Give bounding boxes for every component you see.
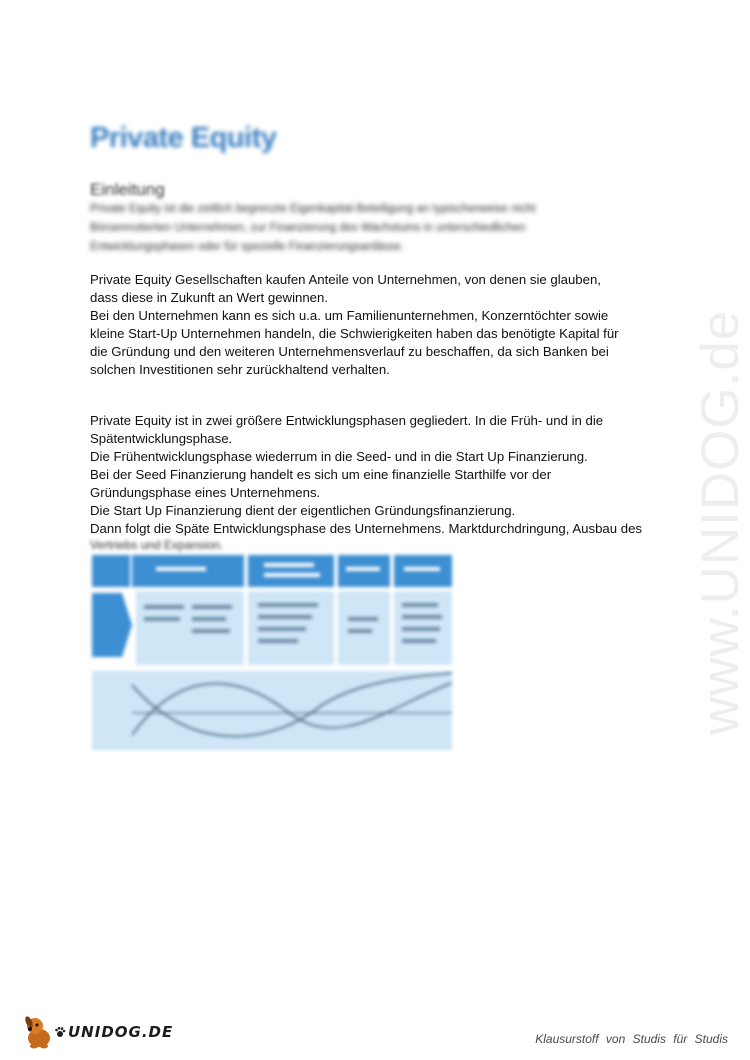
diagram-text-bar: [348, 629, 372, 633]
intro-line: Entwicklungsphasen oder für spezielle Finanzierungsanlässe.: [90, 241, 404, 253]
text-line: solchen Investitionen sehr zurückhaltend verhalten.: [90, 362, 390, 377]
diagram-header-text-bar: [404, 567, 440, 571]
diagram-header-text-bar: [264, 573, 320, 577]
diagram-text-bar: [258, 639, 298, 643]
document-title: Private Equity: [90, 122, 277, 154]
diagram-curve-area: [92, 671, 452, 750]
diagram-text-bar: [402, 603, 438, 607]
diagram-cell: [136, 591, 244, 665]
watermark: www.UNIDOG.de: [691, 309, 750, 735]
diagram-text-bar: [258, 615, 312, 619]
text-line: Private Equity ist in zwei größere Entwicklungsphasen gegliedert. In die Früh- und in die: [90, 413, 604, 428]
text-line: kleine Start-Up Unternehmen handeln, die Schwierigkeiten haben das benötigte Kapital für: [90, 326, 619, 341]
text-line: Gründungsphase eines Unternehmens.: [90, 485, 321, 500]
section-heading: Einleitung: [90, 180, 165, 199]
paragraph-investors: [90, 271, 650, 379]
diagram-header-left: [92, 555, 130, 587]
diagram-text-bar: [402, 615, 442, 619]
diagram-header-text-bar: [156, 567, 206, 571]
intro-line: Private Equity ist die zeitlich begrenzte Eigenkapital-Beteiligung an typischerweise nicht: [90, 203, 536, 215]
text-line: Die Frühentwicklungsphase wiederrum in die Seed- und in die Start Up Finanzierung.: [90, 449, 588, 464]
diagram-text-bar: [192, 617, 226, 621]
intro-paragraph: [90, 200, 630, 257]
text-line: Private Equity Gesellschaften kaufen Anteile von Unternehmen, von denen sie glauben,: [90, 272, 601, 287]
phases-diagram: [92, 555, 452, 750]
diagram-text-bar: [402, 627, 440, 631]
diagram-header-text-bar: [264, 563, 314, 567]
diagram-header-text-bar: [346, 567, 380, 571]
diagram-cell: [338, 591, 390, 665]
dog-mascot-icon: [22, 1014, 54, 1050]
text-line: Die Start Up Finanzierung dient der eigentlichen Gründungsfinanzierung.: [90, 503, 516, 518]
diagram-text-bar: [144, 617, 180, 621]
logo-text: UNIDOG.DE: [68, 1023, 174, 1041]
diagram-header-later-stage: [248, 555, 334, 587]
text-line: dass diese in Zukunft an Wert gewinnen.: [90, 290, 328, 305]
diagram-text-bar: [348, 617, 378, 621]
diagram-text-bar: [402, 639, 436, 643]
paw-icon: [54, 1026, 66, 1038]
diagram-text-bar: [192, 605, 232, 609]
diagram-text-bar: [258, 603, 318, 607]
footer-tagline: Klausurstoff von Studis für Studis: [535, 1032, 728, 1046]
text-line: Bei den Unternehmen kann es sich u.a. um Familienunternehmen, Konzerntöchter sowie: [90, 308, 609, 323]
text-line: Spätentwicklungsphase.: [90, 431, 233, 446]
text-line: die Gründung und den weiteren Unternehmensverlauf zu beschaffen, da sich Banken bei: [90, 344, 609, 359]
paragraph-phases: [90, 412, 650, 538]
continuation-line: Vertriebs und Expansion.: [90, 538, 224, 552]
diagram-text-bar: [192, 629, 230, 633]
diagram-arrow: [92, 593, 132, 657]
text-line: Bei der Seed Finanzierung handelt es sich um eine finanzielle Starthilfe vor der: [90, 467, 552, 482]
diagram-text-bar: [144, 605, 184, 609]
intro-line: Börsennotierten Unternehmen, zur Finanzierung des Wachstums in unterschiedlichen: [90, 222, 526, 234]
footer-logo[interactable]: [22, 1012, 173, 1052]
diagram-text-bar: [258, 627, 306, 631]
text-line: Dann folgt die Späte Entwicklungsphase des Unternehmens. Marktdurchdringung, Ausbau des: [90, 521, 643, 536]
